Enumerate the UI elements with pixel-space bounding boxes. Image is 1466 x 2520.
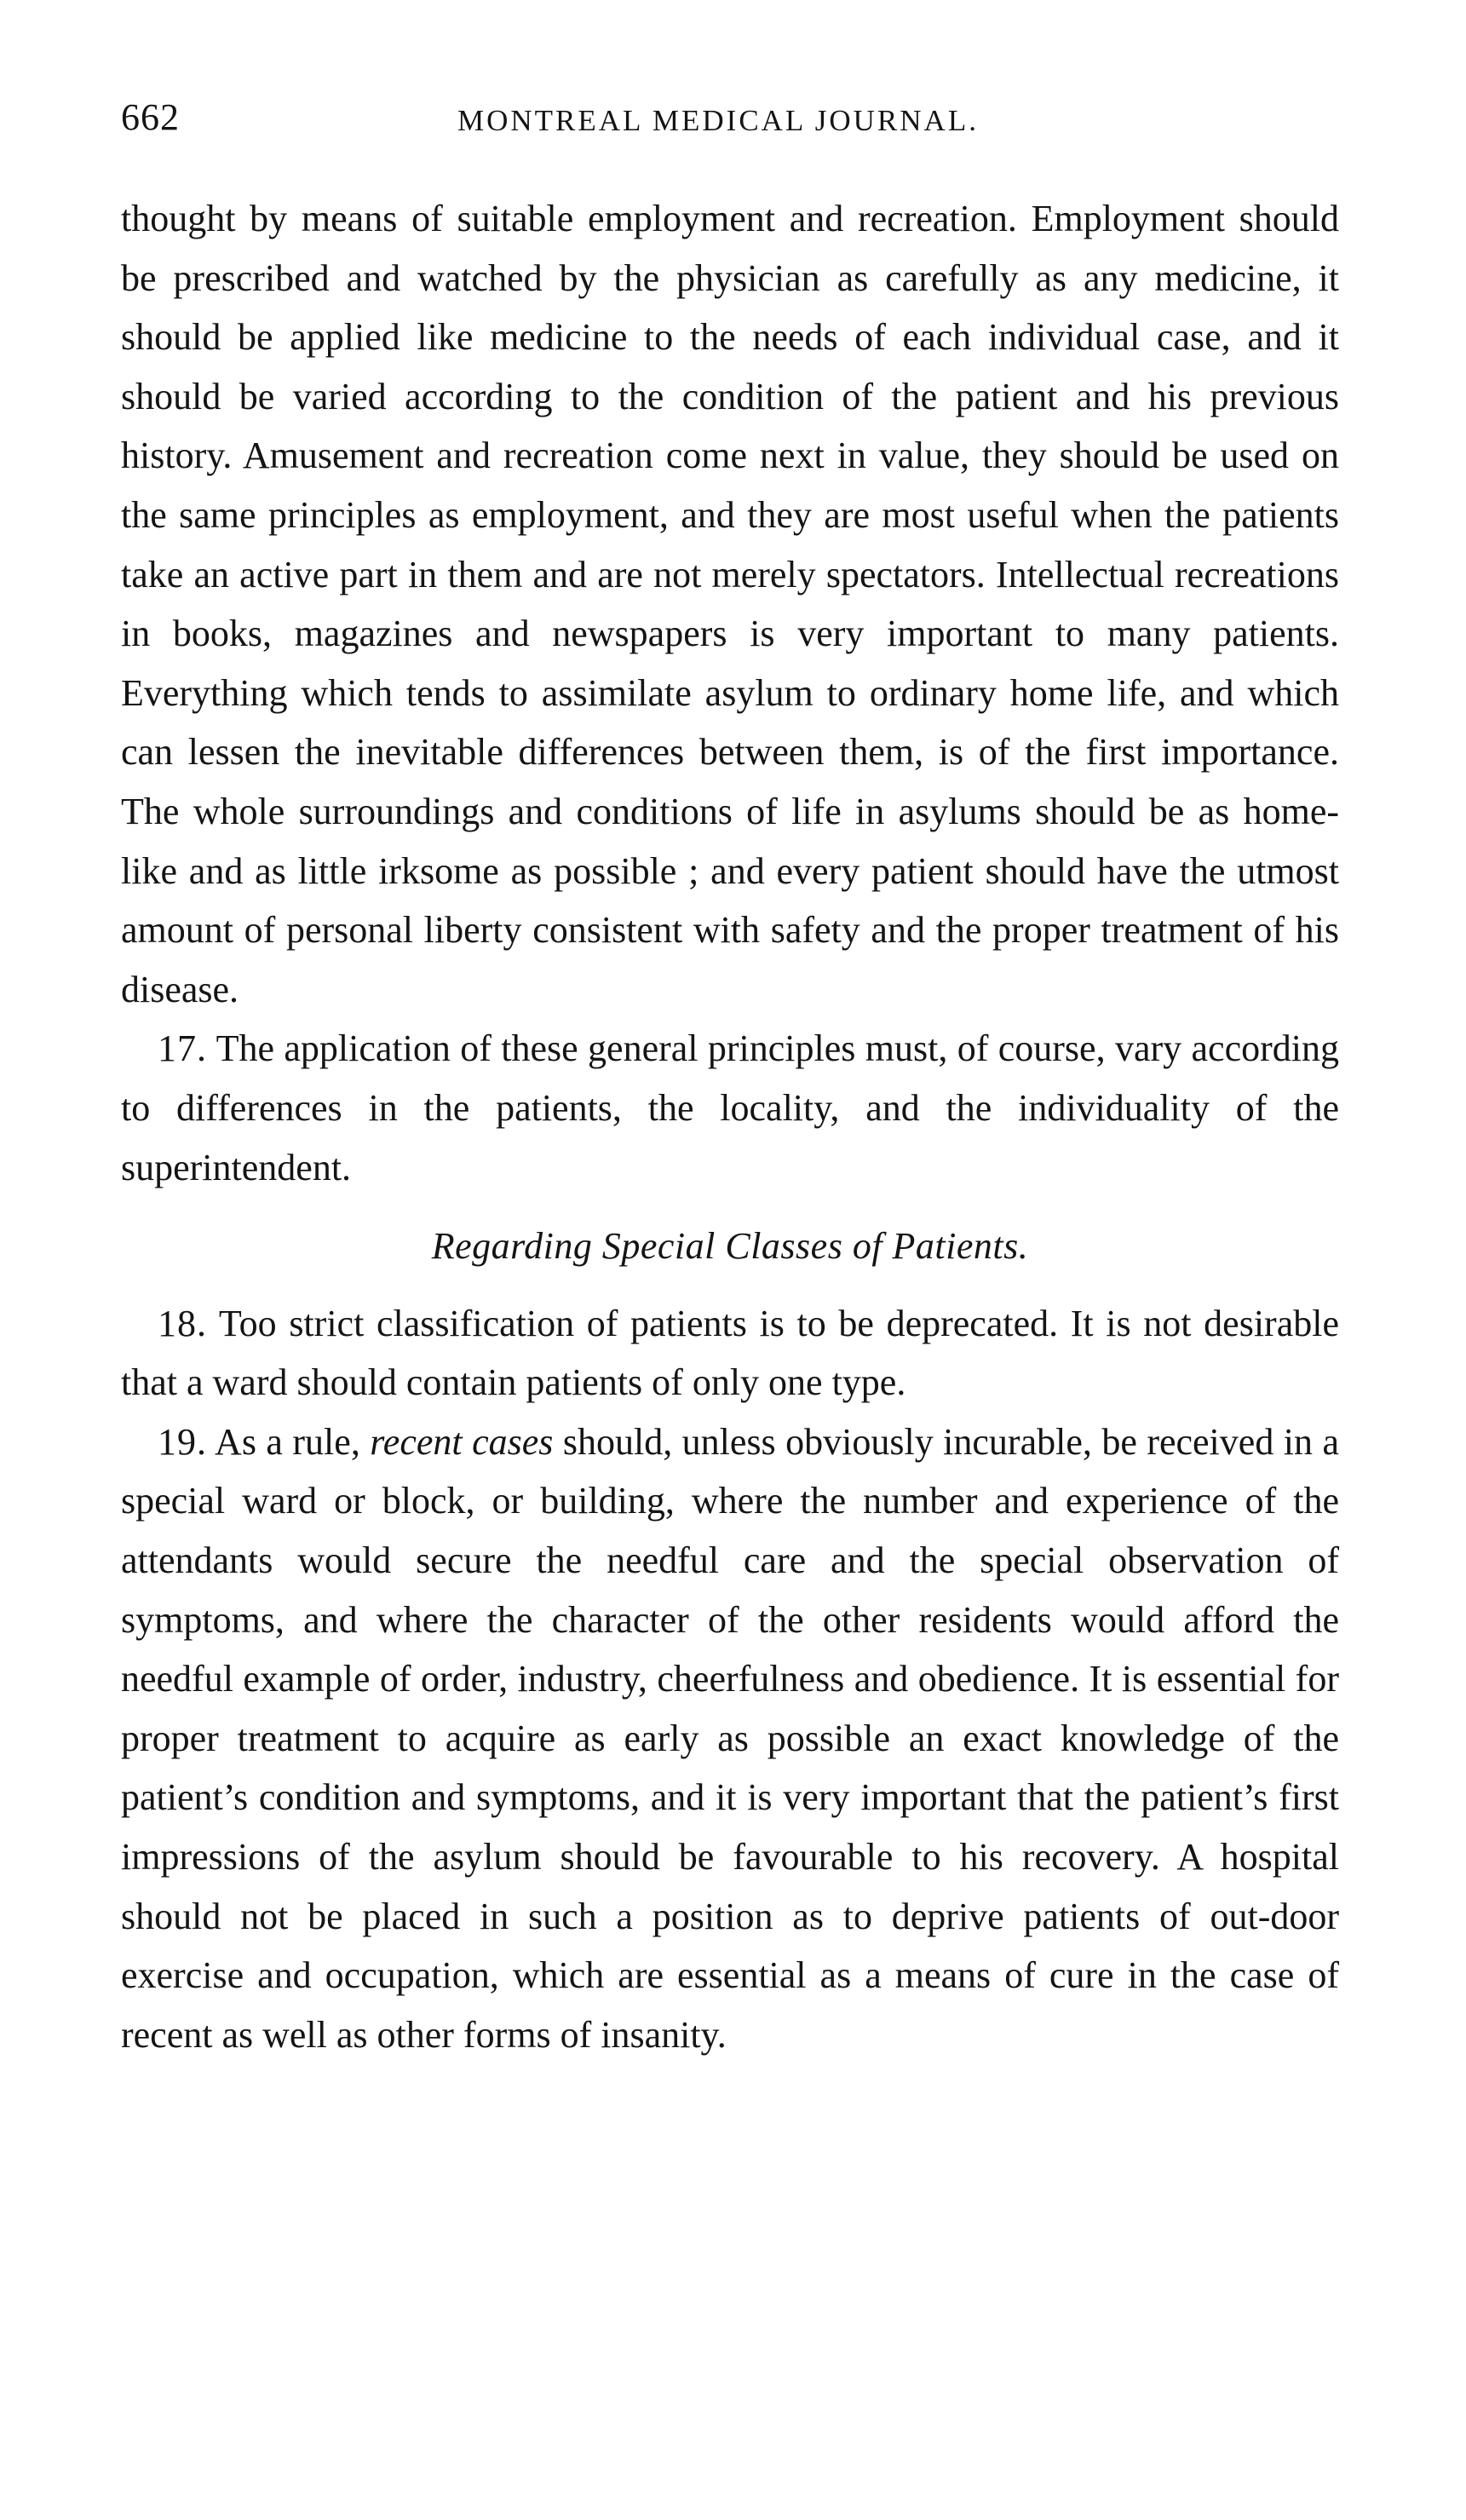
paragraph-continuation-text: thought by means of suitable employment and recreation. Employment should be prescribed and watched by the physician as carefully as any medicine, it should be applied like medicine to the needs of each individual case, and it should be varied according to the condition of the patient and his previous history. Amusement and recreation come next in value, they should be used on the same principles as employment, and they are most useful when the patients take an active part in them and are not merely spectators. Intellectual recreations in books, magazines and newspapers is very important to many patients. Everything which tends to assimilate asylum to ordinary home life, and which can lessen the inevitable differences between them, is of the first importance. The whole surroundings and conditions of life in asylums should be as home-like and as little irksome as possible ; and every patient should have the utmost amount of personal liberty consistent with safety and the proper treatment of his disease.	[121, 198, 1339, 1010]
paragraph-19-lead: As a rule,	[215, 1420, 360, 1463]
paragraph-17-text: The application of these general principles must, of course, vary according to differences in the patients, the locality, and the individuality of the superintendent.	[121, 1027, 1339, 1188]
paragraph-continuation	[121, 189, 1339, 1019]
paragraph-17-number: 17.	[158, 1027, 207, 1070]
paragraph-19-number: 19.	[158, 1420, 207, 1463]
paragraph-18-text: Too strict classification of patients is to be deprecated. It is not desirable that a ward should contain patients of only one type.	[121, 1302, 1339, 1404]
body-text	[121, 189, 1339, 2064]
running-head	[121, 92, 1339, 143]
paragraph-19-text: should, unless obviously incurable, be received in a special ward or block, or building, where the number and experience of the attendants would secure the needful care and the special observation of symptoms, and where the character of the other residents would afford the needful example of order, industry, cheerfulness and obedience. It is essential for proper treatment to acquire as early as possible an exact knowledge of the patient’s condition and symptoms, and it is very important that the patient’s first impressions of the asylum should be favourable to his recovery. A hospital should not be placed in such a position as to deprive patients of out-door exercise and occupation, which are essential as a means of cure in the case of recent as well as other forms of insanity.	[121, 1420, 1340, 2056]
paragraph-19	[121, 1412, 1339, 2065]
paragraph-19-emphasis: recent cases	[370, 1420, 554, 1463]
journal-title: MONTREAL MEDICAL JOURNAL.	[457, 104, 979, 137]
section-heading: Regarding Special Classes of Patients.	[431, 1225, 1029, 1268]
paragraph-18	[121, 1294, 1339, 1412]
paragraph-17	[121, 1019, 1339, 1197]
paragraph-18-number: 18.	[158, 1302, 207, 1344]
page-number: 662	[121, 96, 180, 138]
